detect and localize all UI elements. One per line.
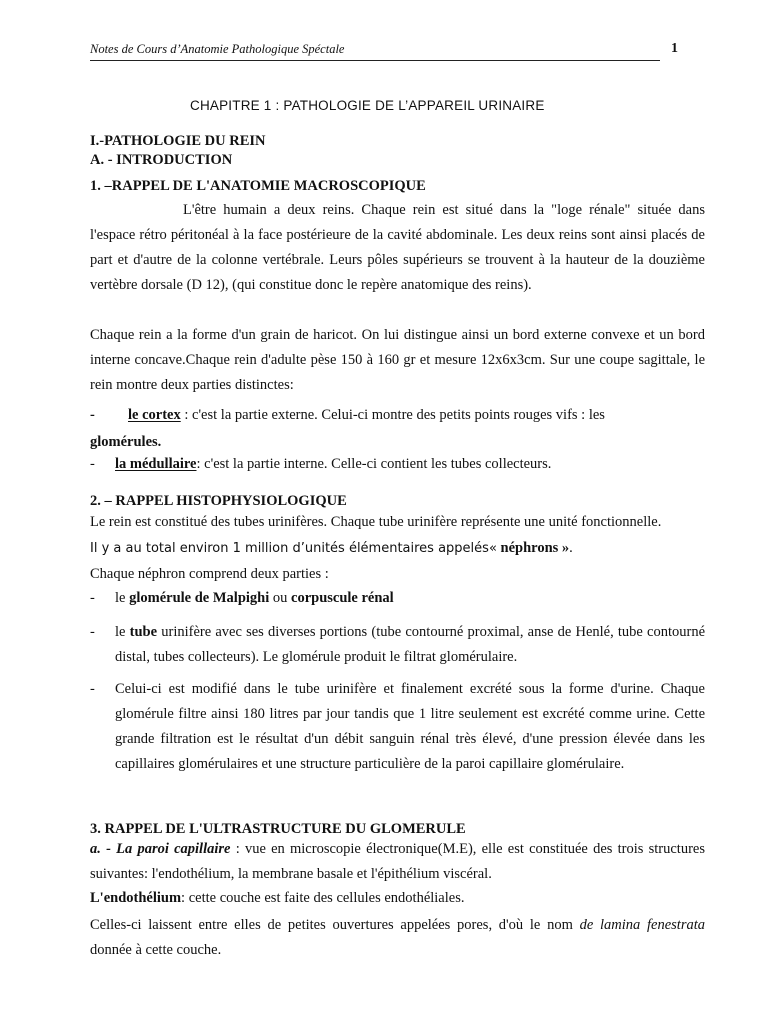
paragraph-anatomie-1: L'être humain a deux reins. Chaque rein est situé dans la "loge rénale" située dans l'espace rétro péritonéal à la face postérieure de la cavité abdominale. Les deux reins sont ainsi placés de part et d'autre de la colonne vertébrale. Leurs pôles supérieurs se trouvent à la hauteur de la douzième vertèbre dorsale (D 12), (qui constitue donc le repère anatomique des reins). [90,202,705,293]
medullaire-text: : c'est la partie interne. Celle-ci contient les tubes collecteurs. [196,456,552,472]
list-item-tube [90,620,705,670]
heading-anatomie: 1. –RAPPEL DE L'ANATOMIE MACROSCOPIQUE [90,178,426,194]
term-lamina-fenestrata: de lamina fenestrata [579,917,706,933]
b3-text: Celui-ci est modifié dans le tube urinifère et finalement excrété sous la forme d'urine. Chaque glomérule filtre ainsi 180 litres par jour tandis que 1 litre seulement est excrété comme urine. Cette grande filtration est le résultat d'un débit sanguin rénal très élevé, d'une pression élevée dans les capillaires glomérulaires et une structure particulière de la paroi capillaire glomérulaire. [115,681,705,772]
term-tube: tube [129,624,158,640]
heading-histophysiologie: 2. – RAPPEL HISTOPHYSIOLOGIQUE [90,493,347,509]
paragraph-endothelium [90,890,705,907]
list-dash: - [90,681,95,697]
section-heading-A: A. - INTRODUCTION [90,152,233,168]
b1-mid: ou [272,590,288,606]
term-glomerules: glomérules. [90,434,162,450]
lamina-end: donnée à cette couche. [90,942,222,958]
histo-line-2 [90,540,705,557]
paragraph-anatomie-2: Chaque rein a la forme d'un grain de haricot. On lui distingue ainsi un bord externe convexe et un bord interne concave.Chaque rein d'adulte pèse 150 à 160 gr et mesure 12x6x3cm. Sur une coupe sagittale, le rein montre deux parties distinctes: [90,327,705,393]
b1-pre: le [115,590,126,606]
b2-text: urinifère avec ses diverses portions (tube contourné proximal, anse de Henlé, tube contourné distal, tubes collecteurs). Le glomérule produit le filtrat glomérulaire. [115,624,706,665]
term-endothelium: L'endothélium [90,890,182,906]
term-glomerule-malpighi: glomérule de Malpighi [129,590,270,606]
term-cortex: le cortex [128,407,181,423]
chapter-title: CHAPITRE 1 : PATHOLOGIE DE L’APPAREIL URINAIRE [190,98,545,113]
histo-line-2-end: . [569,540,573,556]
list-item-glomerule [90,590,705,607]
list-item-urine [90,677,705,777]
list-dash: - [90,590,95,606]
header-title: Notes de Cours d’Anatomie Pathologique Spéctale [90,42,345,56]
term-paroi-capillaire: a. - La paroi capillaire [90,841,231,857]
paragraph-paroi-capillaire [90,837,705,887]
paragraph-lamina [90,913,705,963]
lamina-text: Celles-ci laissent entre elles de petites ouvertures appelées pores, d'où le nom [90,917,573,933]
section-heading-I: I.-PATHOLOGIE DU REIN [90,133,266,149]
list-item-cortex [90,402,705,456]
page-header [90,40,678,61]
list-dash: - [90,456,95,472]
histo-line-2-text: Il y a au total environ 1 million d’unités élémentaires appelés« [90,541,497,556]
paroi-text: : vue en microscopie électronique(M.E), elle est constituée des trois structures suivantes: l'endothélium, la membrane basale et l'épithélium viscéral. [90,841,705,882]
cortex-text: : c'est la partie externe. Celui-ci montre des petits points rouges vifs : les [184,407,605,423]
b2-pre: le [115,624,126,640]
list-item-medullaire [90,454,705,474]
term-nephrons: néphrons » [500,540,570,556]
heading-ultrastructure: 3. RAPPEL DE L'ULTRASTRUCTURE DU GLOMERULE [90,821,466,837]
histo-line-3: Chaque néphron comprend deux parties : [90,566,329,582]
term-corpuscule-renal: corpuscule rénal [291,590,394,606]
list-dash: - [90,624,95,640]
list-dash: - [90,407,95,423]
page-number: 1 [671,41,678,56]
term-medullaire: la médullaire [115,456,197,472]
histo-line-1: Le rein est constitué des tubes urinifères. Chaque tube urinifère représente une unité fonctionnelle. [90,514,662,530]
endo-text: : cette couche est faite des cellules endothéliales. [181,890,465,906]
